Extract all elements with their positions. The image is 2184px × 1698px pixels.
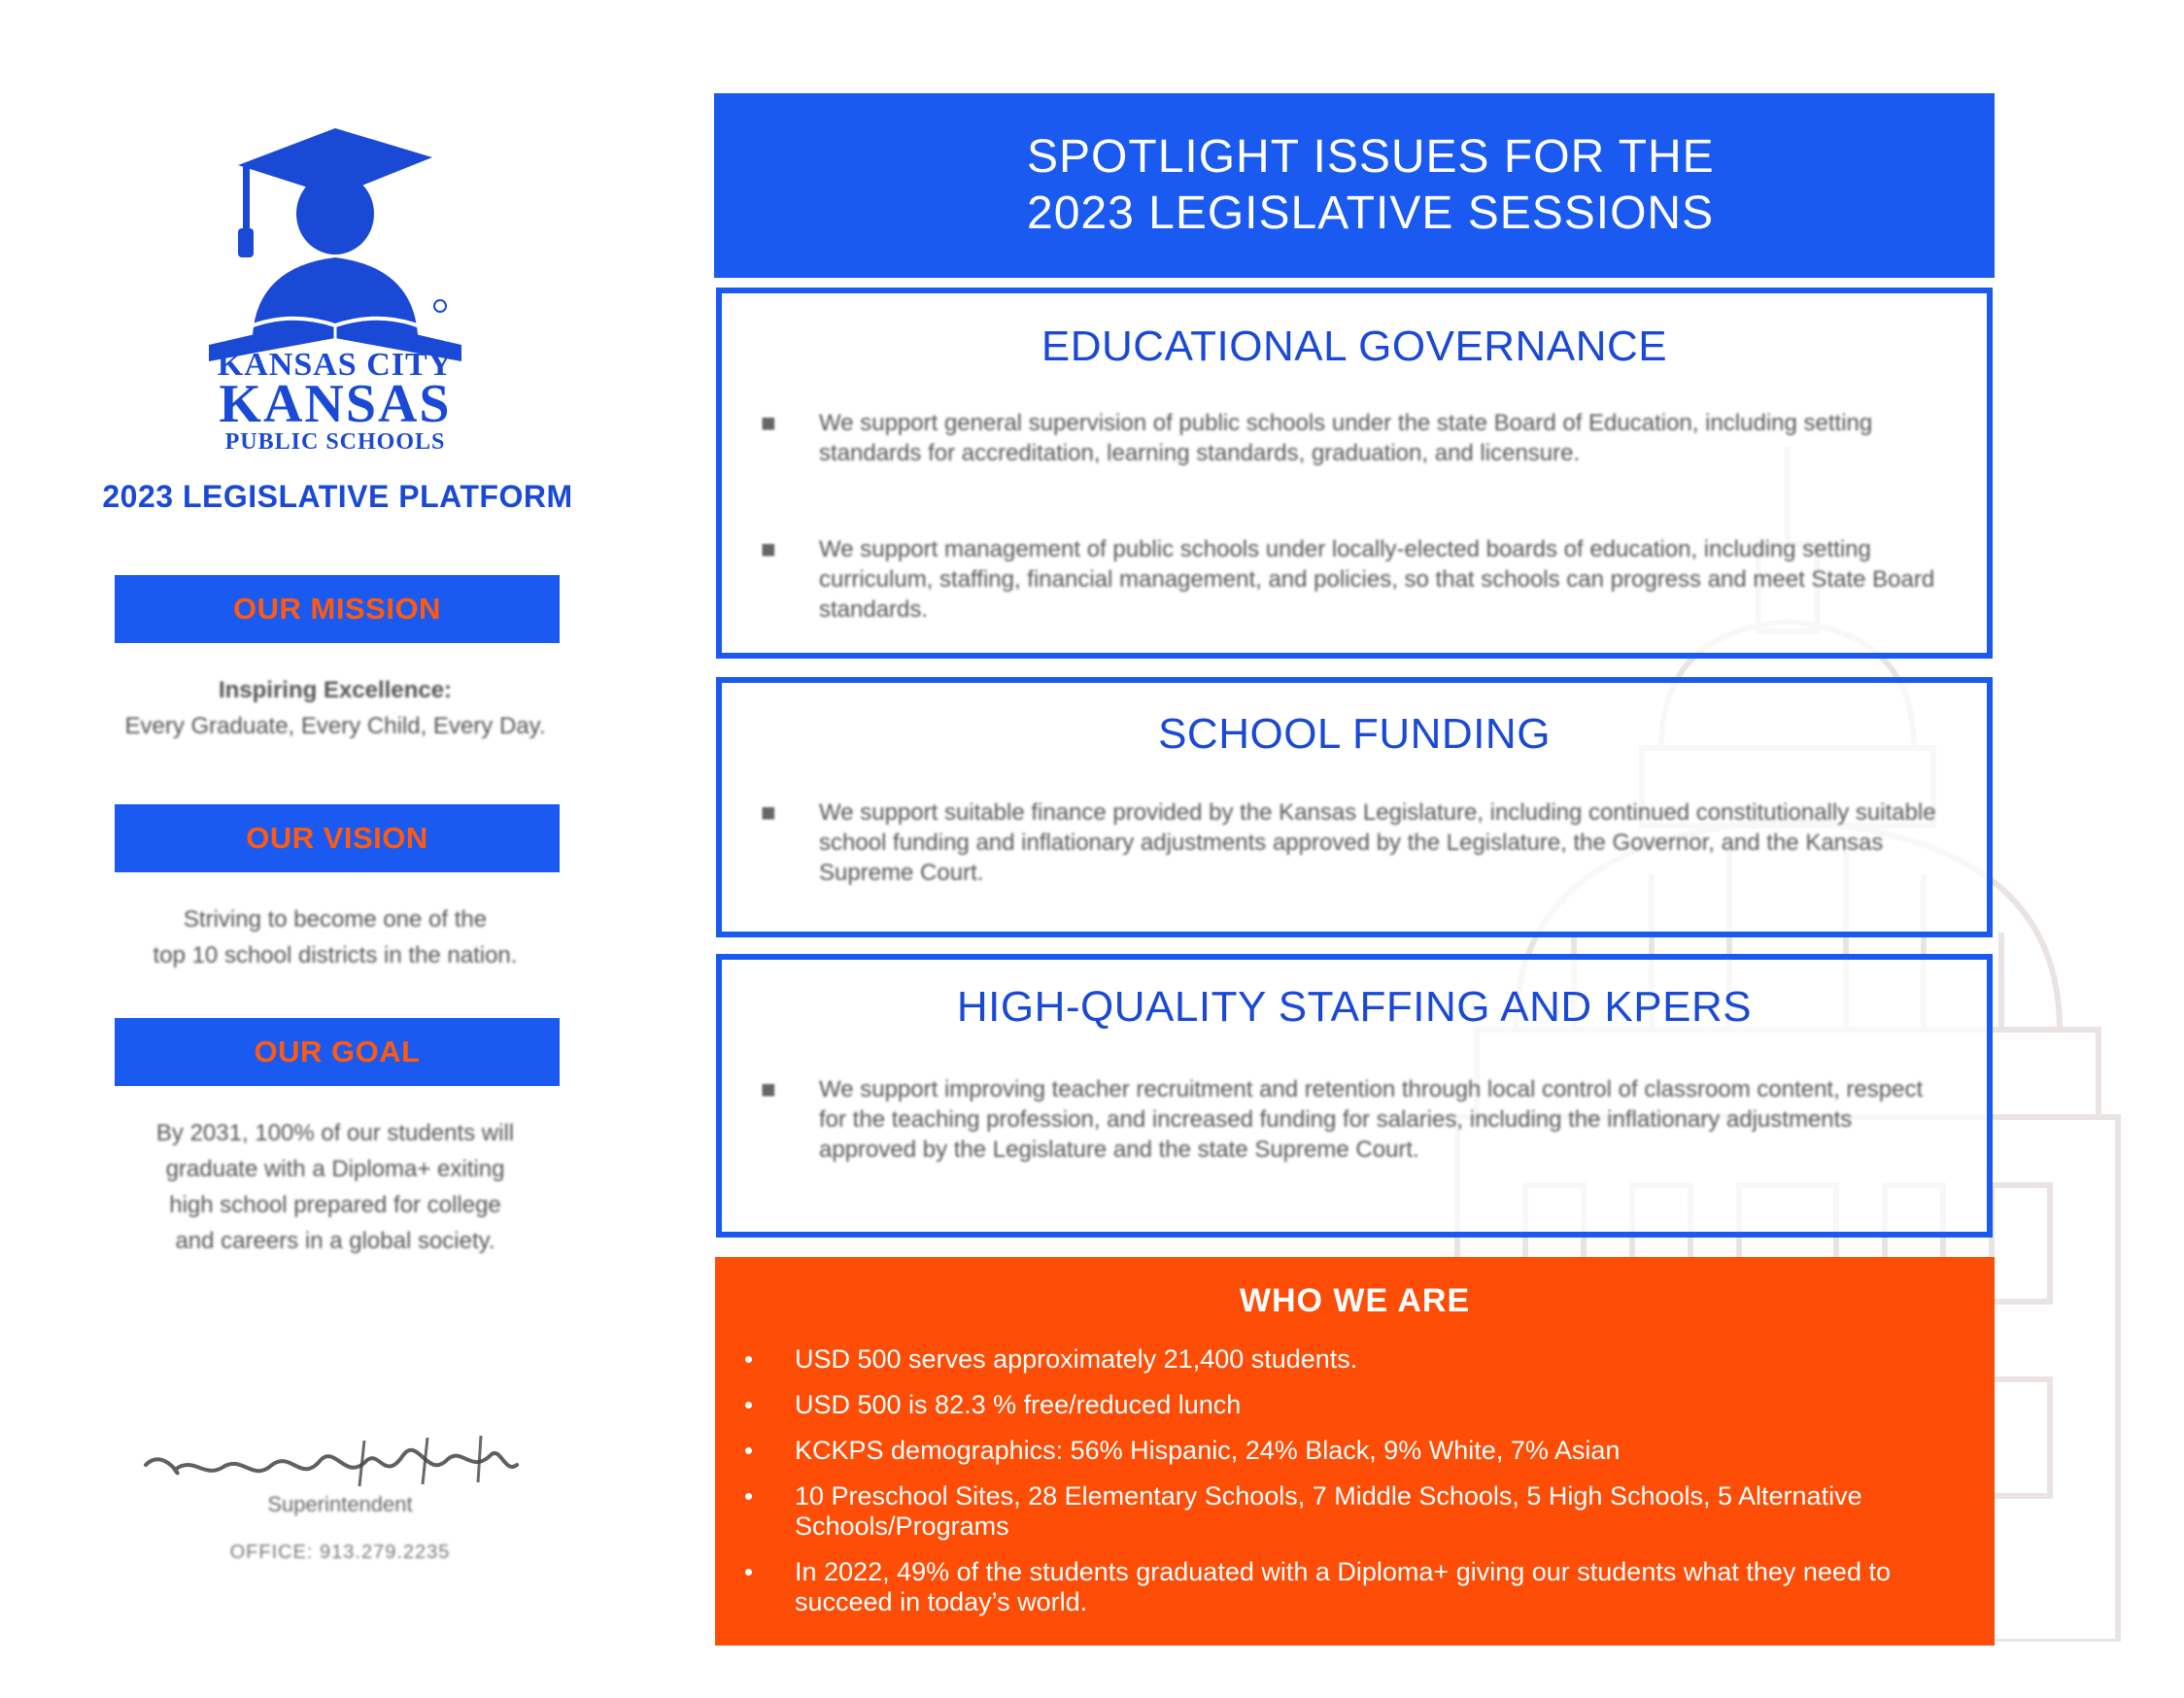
list-item	[744, 1390, 1963, 1420]
governance-bullet-2-text: We support management of public schools under locally-elected boards of education, including setting curriculum, staffing, financial management, and policies, so that schools can progress and meet State Board standards.	[819, 536, 1935, 623]
signature-title: Superintendent	[267, 1492, 413, 1516]
section-title-staffing: HIGH-QUALITY STAFFING AND KPERS	[956, 983, 1753, 1031]
section-school-funding	[716, 677, 1993, 937]
logo-text-kansas: KANSAS	[219, 374, 452, 434]
goal-line-2: graduate with a Diploma+ exiting	[165, 1156, 505, 1182]
vision-line-1: Striving to become one of the	[183, 906, 488, 933]
mission-line-2: Every Graduate, Every Child, Every Day.	[124, 713, 546, 739]
square-bullet-icon: ■	[761, 1074, 776, 1104]
who-item-text: KCKPS demographics: 56% Hispanic, 24% Black, 9% White, 7% Asian	[795, 1436, 1621, 1465]
logo-text-public-schools: PUBLIC SCHOOLS	[224, 429, 446, 455]
governance-bullet-1-text: We support general supervision of public schools under the state Board of Education, including setting standards for accreditation, learning standards, graduation, and licensure.	[819, 410, 1873, 466]
spotlight-header-line-1: SPOTLIGHT ISSUES FOR THE	[1027, 131, 1715, 183]
governance-bullet-2	[761, 534, 1940, 625]
who-we-are-title: WHO WE ARE	[1239, 1282, 1471, 1319]
vision-text	[44, 901, 627, 973]
list-item	[744, 1481, 1963, 1542]
goal-line-4: and careers in a global society.	[175, 1228, 495, 1254]
who-item-text: USD 500 serves approximately 21,400 students.	[795, 1344, 1358, 1374]
spotlight-header-line-2: 2023 LEGISLATIVE SESSIONS	[1027, 187, 1715, 239]
staffing-bullet-1-text: We support improving teacher recruitment and retention through local control of classroom content, respect for the teaching profession, and increased funding for salaries, including the inflationary adjustments approved by the Legislature and the state Supreme Court.	[819, 1076, 1924, 1163]
bullet-dot-icon: •	[744, 1390, 754, 1419]
who-item-text: In 2022, 49% of the students graduated with a Diploma+ giving our students what they need to succeed in today’s world.	[795, 1557, 1891, 1616]
funding-bullet-1-text: We support suitable finance provided by the Kansas Legislature, including continued constitutionally suitable school funding and inflationary adjustments approved by the Legislature, the Governor, and the Kansas Supreme Court.	[819, 799, 1936, 886]
square-bullet-icon: ■	[761, 408, 776, 437]
mission-line-1: Inspiring Excellence:	[218, 677, 453, 703]
vision-label: OUR VISION	[115, 804, 560, 872]
spotlight-header	[714, 93, 1995, 278]
goal-label: OUR GOAL	[115, 1018, 560, 1086]
bullet-dot-icon: •	[744, 1557, 754, 1586]
mission-label: OUR MISSION	[115, 575, 560, 643]
section-educational-governance	[716, 288, 1993, 659]
staffing-bullet-1	[761, 1074, 1940, 1165]
logo-text-kansas-city: KANSAS CITY	[217, 347, 454, 383]
vision-line-2: top 10 school districts in the nation.	[153, 942, 518, 968]
section-title-governance: EDUCATIONAL GOVERNANCE	[1041, 323, 1668, 370]
who-item-text: 10 Preschool Sites, 28 Elementary Schools, 7 Middle Schools, 5 High Schools, 5 Alternative Schools/Programs	[795, 1481, 1862, 1541]
square-bullet-icon: ■	[761, 798, 776, 827]
signature-office-phone: OFFICE: 913.279.2235	[229, 1542, 451, 1563]
who-we-are-panel	[715, 1257, 1995, 1646]
bullet-dot-icon: •	[744, 1436, 754, 1465]
mission-text	[44, 672, 627, 744]
who-we-are-list	[744, 1344, 1963, 1633]
goal-line-1: By 2031, 100% of our students will	[155, 1120, 515, 1146]
list-item	[744, 1436, 1963, 1466]
goal-text	[44, 1115, 627, 1259]
square-bullet-icon: ■	[761, 534, 776, 563]
funding-bullet-1	[761, 798, 1940, 888]
governance-bullet-1	[761, 408, 1940, 468]
who-item-text: USD 500 is 82.3 % free/reduced lunch	[795, 1390, 1242, 1419]
goal-line-3: high school prepared for college	[169, 1192, 501, 1218]
section-staffing-kpers	[716, 954, 1993, 1238]
list-item	[744, 1557, 1963, 1617]
list-item	[744, 1344, 1963, 1375]
bullet-dot-icon: •	[744, 1481, 754, 1511]
superintendent-signature	[136, 1426, 525, 1499]
platform-title: 2023 LEGISLATIVE PLATFORM	[102, 479, 573, 514]
section-title-funding: SCHOOL FUNDING	[1158, 710, 1551, 758]
bullet-dot-icon: •	[744, 1344, 754, 1374]
